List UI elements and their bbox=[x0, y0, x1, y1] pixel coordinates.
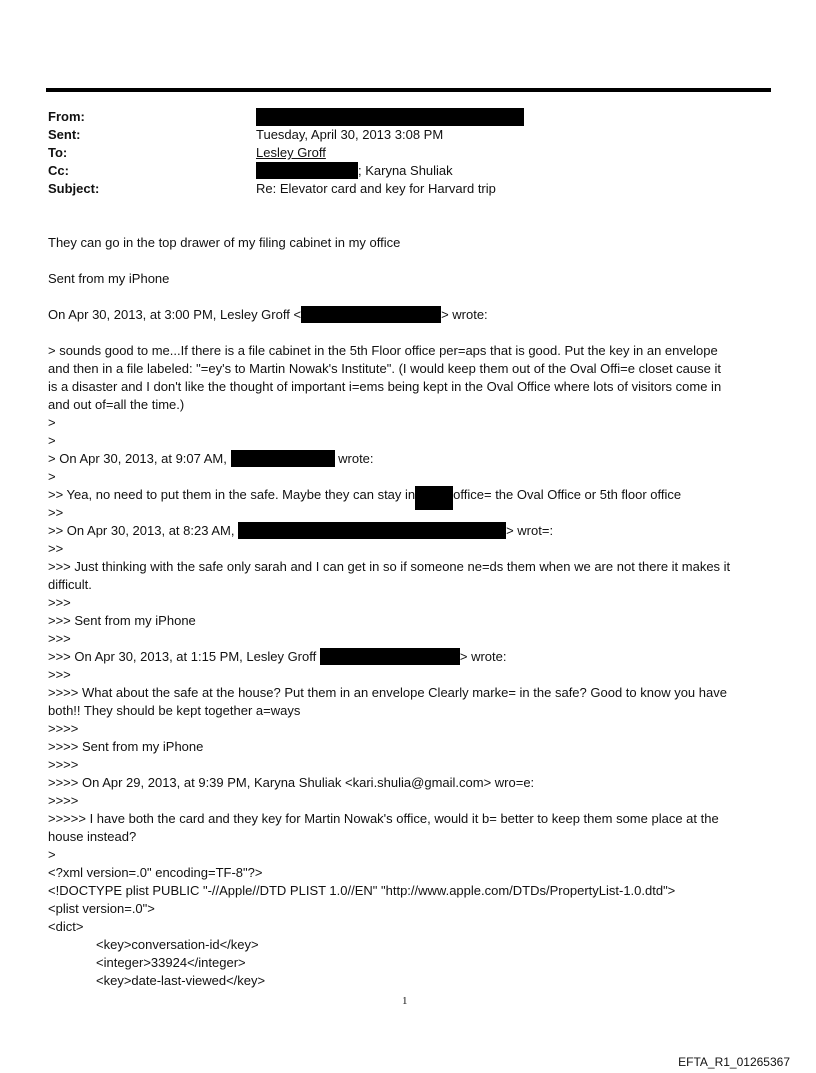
body-line: >>>>> I have both the card and they key for Martin Nowak's office, would it b= better to keep them some place at the bbox=[48, 811, 719, 826]
body-line: >>>> bbox=[48, 757, 79, 772]
body-line: >>> Sent from my iPhone bbox=[48, 613, 196, 628]
from-label: From: bbox=[48, 109, 85, 124]
body-line: >>>> On Apr 29, 2013, at 9:39 PM, Karyna Shuliak <kari.shulia@gmail.com> wro=e: bbox=[48, 775, 535, 790]
body-line bbox=[48, 306, 488, 324]
page-number: 1 bbox=[402, 995, 408, 1007]
redaction-box bbox=[415, 486, 453, 510]
subject-label: Subject: bbox=[48, 181, 100, 196]
redaction-box bbox=[256, 108, 524, 126]
body-line: >> bbox=[48, 505, 64, 520]
body-line: <!DOCTYPE plist PUBLIC "-//Apple//DTD PLIST 1.0//EN" "http://www.apple.com/DTDs/PropertyList-1.0.dtd"> bbox=[48, 883, 676, 898]
body-line bbox=[48, 648, 506, 666]
body-line: and then in a file labeled: "=ey's to Martin Nowak's Institute". (I would keep them out of the Oval Offi=e closet cause it bbox=[48, 361, 721, 376]
cc-text: ; Karyna Shuliak bbox=[358, 163, 453, 178]
body-line: >>>> bbox=[48, 793, 79, 808]
header-rule bbox=[46, 88, 771, 92]
quote-intro: > On Apr 30, 2013, at 9:07 AM, bbox=[48, 451, 227, 466]
body-line: >>>> What about the safe at the house? Put them in an envelope Clearly marke= in the safe? Good to know you have bbox=[48, 685, 727, 700]
quote-text: office= the Oval Office or 5th floor office bbox=[453, 487, 682, 502]
body-line: both!! They should be kept together a=ways bbox=[48, 703, 301, 718]
body-line: Sent from my iPhone bbox=[48, 271, 170, 286]
body-line: > bbox=[48, 847, 56, 862]
body-line: > sounds good to me...If there is a file cabinet in the 5th Floor office per=aps that is good. Put the key in an envelope bbox=[48, 343, 718, 358]
body-line: >>> bbox=[48, 631, 71, 646]
body-line: <key>date-last-viewed</key> bbox=[96, 973, 266, 988]
body-line: > bbox=[48, 469, 56, 484]
quote-intro-end: > wrot=: bbox=[506, 523, 554, 538]
subject-value: Re: Elevator card and key for Harvard trip bbox=[256, 181, 496, 196]
quote-intro-end: > wrote: bbox=[459, 649, 507, 664]
body-line: <key>conversation-id</key> bbox=[96, 937, 259, 952]
redaction-box bbox=[238, 522, 506, 539]
sent-label: Sent: bbox=[48, 127, 81, 142]
body-line: >> bbox=[48, 541, 64, 556]
body-line: They can go in the top drawer of my filing cabinet in my office bbox=[48, 235, 401, 250]
from-value bbox=[256, 108, 524, 126]
body-line: house instead? bbox=[48, 829, 137, 844]
cc-value bbox=[256, 162, 453, 180]
body-line: > bbox=[48, 433, 56, 448]
document-id: EFTA_R1_01265367 bbox=[678, 1055, 790, 1069]
body-line: <?xml version=.0" encoding=TF-8"?> bbox=[48, 865, 263, 880]
body-line: <plist version=.0"> bbox=[48, 901, 155, 916]
body-line: difficult. bbox=[48, 577, 92, 592]
to-value: Lesley Groff bbox=[256, 145, 326, 160]
body-line: is a disaster and I don't like the thought of important i=ems being kept in the Oval Office where lots of visitors come in bbox=[48, 379, 722, 394]
body-line: <dict> bbox=[48, 919, 84, 934]
to-label: To: bbox=[48, 145, 68, 160]
quote-intro-end: wrote: bbox=[338, 451, 374, 466]
quote-text: >> Yea, no need to put them in the safe. Maybe they can stay in bbox=[48, 487, 416, 502]
quote-intro-end: > wrote: bbox=[441, 307, 488, 322]
redaction-box bbox=[256, 162, 358, 179]
body-line: >>> bbox=[48, 595, 71, 610]
redaction-box bbox=[301, 306, 441, 323]
cc-label: Cc: bbox=[48, 163, 69, 178]
body-line: >>> Just thinking with the safe only sarah and I can get in so if someone ne=ds them when we are not there it makes it bbox=[48, 559, 731, 574]
body-line: and out of=all the time.) bbox=[48, 397, 185, 412]
redaction-box bbox=[320, 648, 460, 665]
redaction-box bbox=[231, 450, 335, 467]
body-line: > bbox=[48, 415, 56, 430]
body-line bbox=[48, 522, 553, 540]
body-line: <integer>33924</integer> bbox=[96, 955, 246, 970]
body-line: >>>> Sent from my iPhone bbox=[48, 739, 204, 754]
sent-value: Tuesday, April 30, 2013 3:08 PM bbox=[256, 127, 444, 142]
body-line bbox=[48, 486, 681, 510]
quote-intro: >>> On Apr 30, 2013, at 1:15 PM, Lesley Groff bbox=[48, 649, 317, 664]
quote-intro: On Apr 30, 2013, at 3:00 PM, Lesley Groff < bbox=[48, 307, 302, 322]
body-line bbox=[48, 450, 374, 468]
quote-intro: >> On Apr 30, 2013, at 8:23 AM, bbox=[48, 523, 235, 538]
body-line: >>> bbox=[48, 667, 71, 682]
body-line: >>>> bbox=[48, 721, 79, 736]
